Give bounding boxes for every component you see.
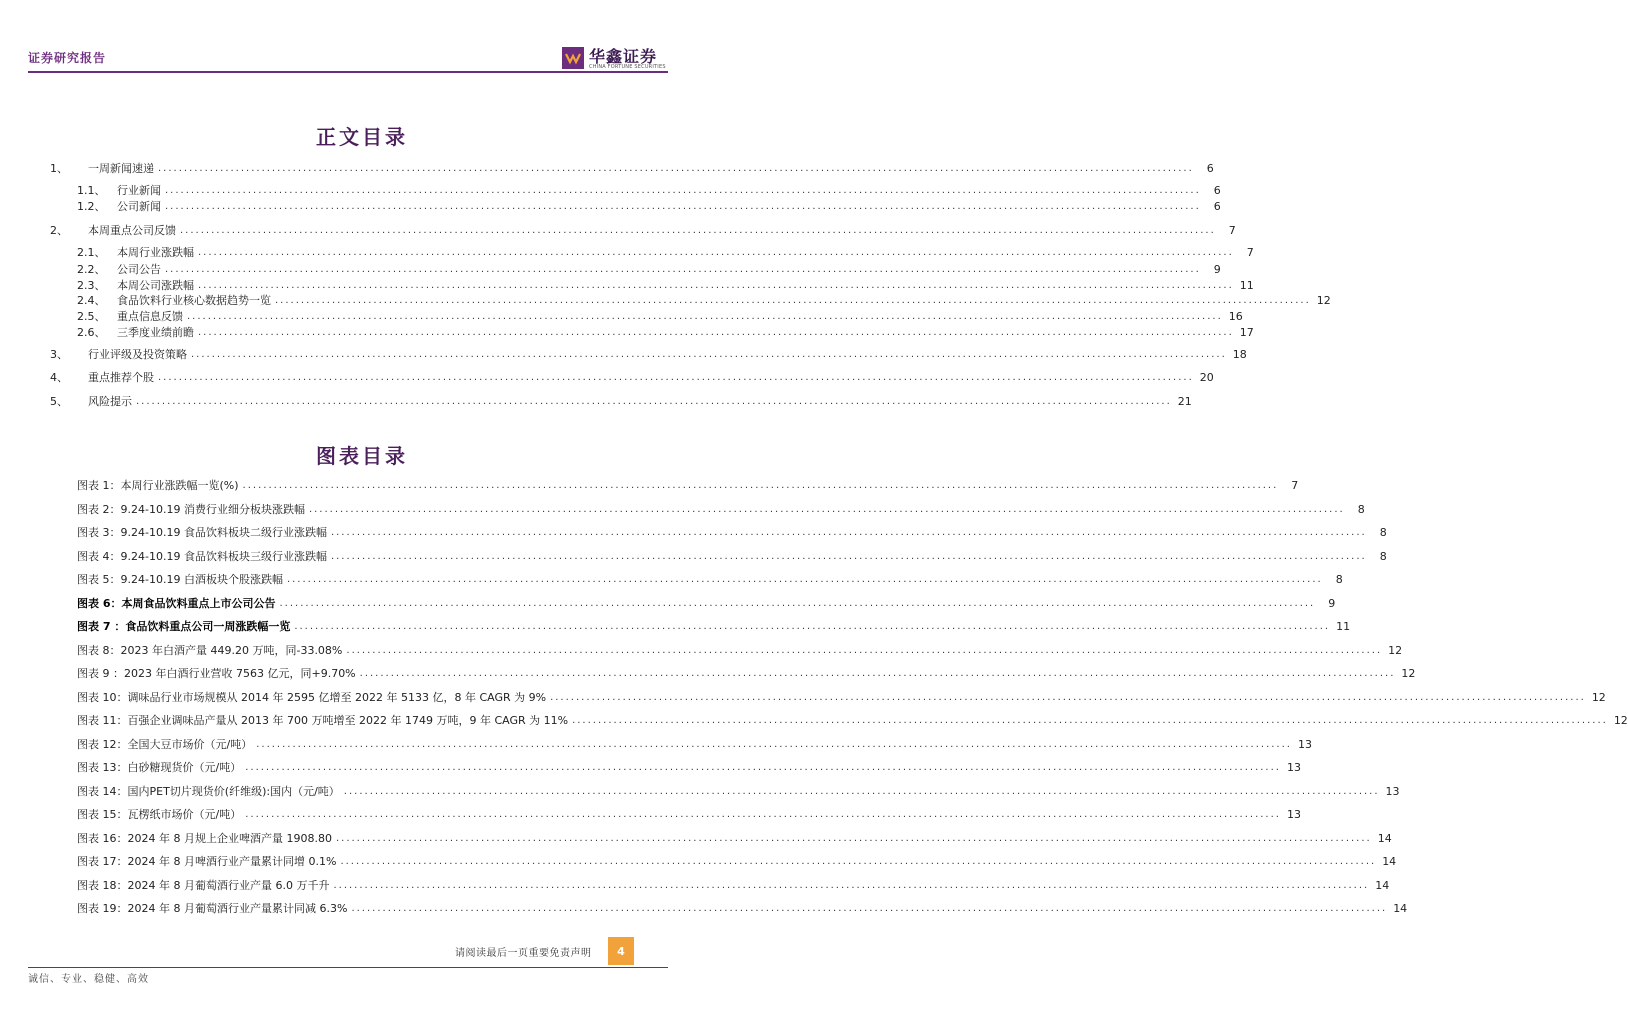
leader-dots: ........................................................................................................................................................................................................ (335, 833, 1372, 844)
figure-label: 图表 15： (77, 808, 128, 821)
figure-title: 9.24-10.19 消费行业细分板块涨跌幅 (120, 503, 305, 516)
toc-entry-page: 21 (1177, 395, 1192, 408)
figure-title: 白砂糖现货价（元/吨） (127, 761, 242, 774)
logo-english-name: CHINA FORTUNE SECURITIES (589, 64, 666, 70)
figure-label: 图表 12： (77, 738, 128, 751)
logo-chinese-name: 华鑫证券 (589, 47, 658, 66)
figure-label: 图表 14： (77, 785, 128, 798)
figure-list-entry[interactable] (77, 524, 1387, 542)
figure-label: 图表 7 ： (77, 620, 126, 633)
figure-label: 图表 18： (77, 879, 128, 892)
figure-label: 图表 17： (77, 855, 128, 868)
figure-list-entry[interactable] (77, 759, 1301, 777)
figure-page: 11 (1336, 620, 1351, 633)
leader-dots: ........................................................................................................................................................................................................ (187, 311, 1223, 322)
figure-title: 本周行业涨跌幅一览(%) (120, 479, 239, 492)
figure-page: 12 (1591, 691, 1606, 704)
toc-entry-number: 2.6、 (77, 326, 106, 339)
company-logo (562, 44, 666, 74)
figure-title: 9.24-10.19 白酒板块个股涨跌幅 (120, 573, 283, 586)
leader-dots: ........................................................................................................................................................................................................ (343, 786, 1380, 797)
toc-entry-title: 本周公司涨跌幅 (117, 279, 194, 292)
toc-entry-number: 4、 (50, 371, 68, 384)
figure-list-entry[interactable] (77, 642, 1403, 660)
leader-dots: ........................................................................................................................................................................................................ (294, 621, 1331, 632)
toc-entry-number: 1.2、 (77, 200, 106, 213)
toc-entry-number: 1.1、 (77, 184, 106, 197)
toc-entry[interactable] (50, 346, 1247, 364)
leader-dots: ........................................................................................................................................................................................................ (198, 280, 1234, 291)
figure-list-entry[interactable] (77, 877, 1390, 895)
figure-list-entry[interactable] (77, 853, 1397, 871)
figure-page: 8 (1335, 573, 1343, 586)
toc-entry-number: 2.2、 (77, 263, 106, 276)
figure-label: 图表 3： (77, 526, 121, 539)
figure-list-entry[interactable] (77, 571, 1343, 589)
header-divider (28, 71, 668, 73)
leader-dots: ........................................................................................................................................................................................................ (136, 396, 1172, 407)
figure-list-entry[interactable] (77, 900, 1408, 918)
toc-entry-title: 行业新闻 (117, 184, 161, 197)
figure-label: 图表 1： (77, 479, 121, 492)
figure-page: 9 (1328, 597, 1336, 610)
figure-label: 图表 16： (77, 832, 128, 845)
figure-page: 8 (1379, 526, 1387, 539)
toc-entry-title: 重点推荐个股 (88, 371, 154, 384)
figure-title: 瓦楞纸市场价（元/吨） (127, 808, 242, 821)
figure-page: 13 (1385, 785, 1400, 798)
figure-page: 13 (1286, 808, 1301, 821)
figure-label: 图表 5： (77, 573, 121, 586)
figure-label: 图表 6： (77, 597, 122, 610)
report-label: 证券研究报告 (28, 51, 107, 65)
leader-dots: ........................................................................................................................................................................................................ (165, 185, 1201, 196)
figure-label: 图表 11： (77, 714, 128, 727)
toc-entry-page: 11 (1239, 279, 1254, 292)
figure-label: 图表 13： (77, 761, 128, 774)
figure-title: 全国大豆市场价（元/吨） (127, 738, 253, 751)
toc-entry-page: 9 (1213, 263, 1221, 276)
footer-disclaimer: 请阅读最后一页重要免责声明 (455, 948, 592, 959)
figure-list-entry[interactable] (77, 595, 1336, 613)
figure-list-entry[interactable] (77, 477, 1299, 495)
footer-divider (28, 967, 668, 968)
figure-title: 食品饮料重点公司一周涨跌幅一览 (125, 620, 291, 633)
leader-dots: ........................................................................................................................................................................................................ (165, 201, 1201, 212)
figure-label: 图表 19： (77, 902, 128, 915)
toc-entry-title: 公司新闻 (117, 200, 161, 213)
figure-page: 14 (1377, 832, 1392, 845)
figure-page: 13 (1286, 761, 1301, 774)
leader-dots: ........................................................................................................................................................................................................ (158, 372, 1194, 383)
leader-dots: ........................................................................................................................................................................................................ (330, 551, 1367, 562)
figure-label: 图表 4： (77, 550, 121, 563)
toc-entry-page: 18 (1232, 348, 1247, 361)
toc-entry-number: 2.3、 (77, 279, 106, 292)
figure-list-entry[interactable] (77, 783, 1400, 801)
toc-entry-number: 2.1、 (77, 246, 106, 259)
leader-dots: ........................................................................................................................................................................................................ (286, 574, 1323, 585)
toc-entry-page: 7 (1228, 224, 1236, 237)
figure-page: 14 (1382, 855, 1397, 868)
toc-entry-page: 12 (1316, 294, 1331, 307)
figure-page: 12 (1388, 644, 1403, 657)
toc-entry-number: 5、 (50, 395, 68, 408)
figure-page: 7 (1291, 479, 1299, 492)
toc-entry-page: 6 (1213, 200, 1221, 213)
toc-entry-number: 2、 (50, 224, 68, 237)
leader-dots: ........................................................................................................................................................................................................ (275, 295, 1311, 306)
figure-list-entry[interactable] (77, 806, 1301, 824)
figure-list-entry[interactable] (77, 689, 1606, 707)
leader-dots: ........................................................................................................................................................................................................ (165, 264, 1201, 275)
figure-title: 2023 年白酒行业营收 7563 亿元，同+9.70% (124, 667, 356, 680)
figure-list-entry[interactable] (77, 736, 1312, 754)
toc-entry[interactable] (77, 244, 1254, 262)
figure-title: 国内PET切片现货价(纤维级):国内（元/吨） (127, 785, 340, 798)
leader-dots: ........................................................................................................................................................................................................ (346, 645, 1383, 656)
figure-title: 调味品行业市场规模从 2014 年 2595 亿增至 2022 年 5133 亿，8 年 CAGR 为 9% (127, 691, 547, 704)
leader-dots: ........................................................................................................................................................................................................ (330, 527, 1367, 538)
figure-title: 2024 年 8 月葡萄酒行业产量 6.0 万千升 (127, 879, 330, 892)
toc-entry-page: 7 (1246, 246, 1254, 259)
toc-entry-title: 三季度业绩前瞻 (117, 326, 194, 339)
figure-title: 9.24-10.19 食品饮料板块二级行业涨跌幅 (120, 526, 327, 539)
leader-dots: ........................................................................................................................................................................................................ (256, 739, 1292, 750)
toc-entry-page: 16 (1228, 310, 1243, 323)
toc-entry[interactable] (77, 324, 1254, 342)
figure-title: 2024 年 8 月啤酒行业产量累计同增 0.1% (127, 855, 337, 868)
leader-dots: ........................................................................................................................................................................................................ (158, 163, 1194, 174)
figure-title: 9.24-10.19 食品饮料板块三级行业涨跌幅 (120, 550, 327, 563)
figure-list-heading: 图表目录 (316, 444, 408, 468)
figure-list-entry[interactable] (77, 712, 1628, 730)
toc-entry-title: 重点信息反馈 (117, 310, 183, 323)
leader-dots: ........................................................................................................................................................................................................ (242, 480, 1279, 491)
figure-title: 2024 年 8 月规上企业啤酒产量 1908.80 (127, 832, 332, 845)
figure-label: 图表 10： (77, 691, 128, 704)
toc-entry-title: 食品饮料行业核心数据趋势一览 (117, 294, 271, 307)
leader-dots: ........................................................................................................................................................................................................ (572, 715, 1608, 726)
toc-heading: 正文目录 (316, 125, 408, 149)
leader-dots: ........................................................................................................................................................................................................ (308, 504, 1345, 515)
toc-entry-title: 一周新闻速递 (88, 162, 154, 175)
toc-entry-number: 1、 (50, 162, 68, 175)
figure-title: 本周食品饮料重点上市公司公告 (121, 597, 276, 610)
toc-entry-number: 3、 (50, 348, 68, 361)
figure-page: 12 (1401, 667, 1416, 680)
toc-entry-number: 2.4、 (77, 294, 106, 307)
page-number-badge: 4 (608, 937, 634, 965)
leader-dots: ........................................................................................................................................................................................................ (550, 692, 1586, 703)
toc-entry-page: 6 (1206, 162, 1214, 175)
figure-list-entry[interactable] (77, 548, 1387, 566)
logo-emblem-icon (562, 47, 584, 69)
toc-entry-title: 行业评级及投资策略 (88, 348, 187, 361)
leader-dots: ........................................................................................................................................................................................................ (351, 903, 1388, 914)
toc-entry[interactable] (50, 160, 1214, 178)
leader-dots: ........................................................................................................................................................................................................ (245, 762, 1281, 773)
leader-dots: ........................................................................................................................................................................................................ (333, 880, 1370, 891)
figure-label: 图表 9 ： (77, 667, 124, 680)
leader-dots: ........................................................................................................................................................................................................ (198, 247, 1234, 258)
toc-entry-title: 本周行业涨跌幅 (117, 246, 194, 259)
toc-entry-title: 公司公告 (117, 263, 161, 276)
figure-list-entry[interactable] (77, 830, 1392, 848)
figure-list-entry[interactable] (77, 618, 1351, 636)
toc-entry[interactable] (50, 393, 1192, 411)
toc-entry-page: 17 (1239, 326, 1254, 339)
figure-label: 图表 8： (77, 644, 121, 657)
figure-page: 13 (1297, 738, 1312, 751)
toc-entry[interactable] (50, 222, 1236, 240)
figure-list-entry[interactable] (77, 665, 1416, 683)
figure-title: 2024 年 8 月葡萄酒行业产量累计同减 6.3% (127, 902, 348, 915)
figure-label: 图表 2： (77, 503, 121, 516)
figure-page: 12 (1613, 714, 1628, 727)
figure-title: 2023 年白酒产量 449.20 万吨，同-33.08% (120, 644, 343, 657)
leader-dots: ........................................................................................................................................................................................................ (340, 856, 1377, 867)
figure-page: 14 (1375, 879, 1390, 892)
figure-page: 14 (1393, 902, 1408, 915)
toc-entry-number: 2.5、 (77, 310, 106, 323)
toc-entry-page: 20 (1199, 371, 1214, 384)
leader-dots: ........................................................................................................................................................................................................ (198, 327, 1234, 338)
leader-dots: ........................................................................................................................................................................................................ (180, 225, 1216, 236)
toc-entry[interactable] (77, 198, 1221, 216)
figure-title: 百强企业调味品产量从 2013 年 700 万吨增至 2022 年 1749 万吨，9 年 CAGR 为 11% (127, 714, 569, 727)
figure-page: 8 (1357, 503, 1365, 516)
figure-list-entry[interactable] (77, 501, 1365, 519)
footer-slogan: 诚信、专业、稳健、高效 (28, 974, 149, 985)
toc-entry-page: 6 (1213, 184, 1221, 197)
figure-page: 8 (1379, 550, 1387, 563)
leader-dots: ........................................................................................................................................................................................................ (245, 809, 1281, 820)
toc-entry[interactable] (50, 369, 1214, 387)
toc-entry-title: 本周重点公司反馈 (88, 224, 176, 237)
leader-dots: ........................................................................................................................................................................................................ (279, 598, 1316, 609)
leader-dots: ........................................................................................................................................................................................................ (359, 668, 1396, 679)
leader-dots: ........................................................................................................................................................................................................ (191, 349, 1227, 360)
toc-entry-title: 风险提示 (88, 395, 132, 408)
